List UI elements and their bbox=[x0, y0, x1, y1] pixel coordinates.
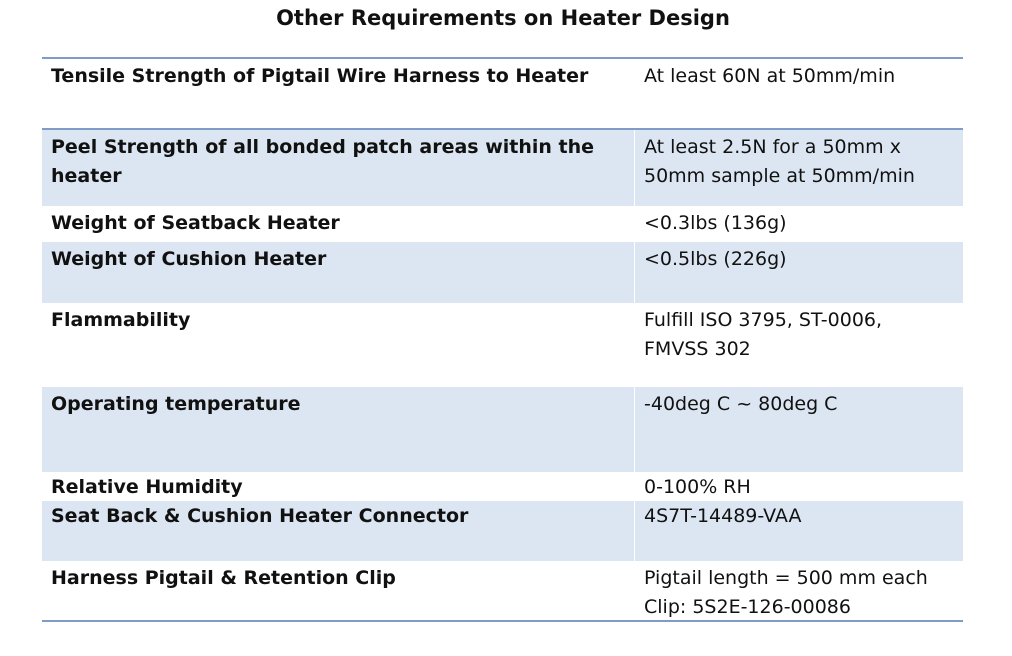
requirement-value bbox=[634, 59, 963, 128]
requirement-label: Harness Pigtail & Retention Clip bbox=[51, 567, 396, 589]
table-row bbox=[42, 242, 963, 303]
value-line: 4S7T-14489-VAA bbox=[644, 505, 802, 527]
requirement-label: Weight of Cushion Heater bbox=[51, 248, 327, 270]
value-line: 50mm sample at 50mm/min bbox=[644, 165, 915, 187]
requirement-value bbox=[634, 472, 963, 501]
value-line: Pigtail length = 500 mm each bbox=[644, 567, 928, 589]
table-row bbox=[42, 206, 963, 242]
requirement-label: Peel Strength of all bonded patch areas within the heater bbox=[51, 136, 595, 187]
table-row bbox=[42, 59, 963, 128]
table-row bbox=[42, 561, 963, 620]
value-line: -40deg C ~ 80deg C bbox=[644, 393, 838, 415]
table-row bbox=[42, 501, 963, 561]
value-line: FMVSS 302 bbox=[644, 338, 751, 360]
table-row bbox=[42, 303, 963, 387]
requirement-value bbox=[634, 561, 963, 620]
table-row bbox=[42, 128, 963, 206]
requirement-label: Relative Humidity bbox=[51, 476, 243, 498]
requirements-table bbox=[42, 57, 963, 622]
value-line: Clip: 5S2E-126-00086 bbox=[644, 596, 851, 618]
requirement-value bbox=[634, 387, 963, 472]
table-row bbox=[42, 387, 963, 472]
requirement-value bbox=[634, 130, 963, 206]
value-line: 0-100% RH bbox=[644, 476, 751, 498]
requirement-value bbox=[634, 303, 963, 387]
requirement-label: Weight of Seatback Heater bbox=[51, 212, 340, 234]
requirement-label: Seat Back & Cushion Heater Connector bbox=[51, 505, 469, 527]
requirement-value bbox=[634, 206, 963, 242]
value-line: <0.5lbs (226g) bbox=[644, 248, 787, 270]
value-line: At least 2.5N for a 50mm x bbox=[644, 136, 901, 158]
table-row bbox=[42, 472, 963, 501]
page-title: Other Requirements on Heater Design bbox=[276, 6, 730, 30]
requirement-label: Flammability bbox=[51, 309, 191, 331]
value-line: At least 60N at 50mm/min bbox=[644, 65, 896, 87]
requirement-value bbox=[634, 501, 963, 561]
value-line: <0.3lbs (136g) bbox=[644, 212, 787, 234]
requirement-label: Tensile Strength of Pigtail Wire Harness to Heater bbox=[51, 65, 589, 87]
requirement-value bbox=[634, 242, 963, 303]
requirement-label: Operating temperature bbox=[51, 393, 301, 415]
value-line: Fulfill ISO 3795, ST-0006, bbox=[644, 309, 883, 331]
